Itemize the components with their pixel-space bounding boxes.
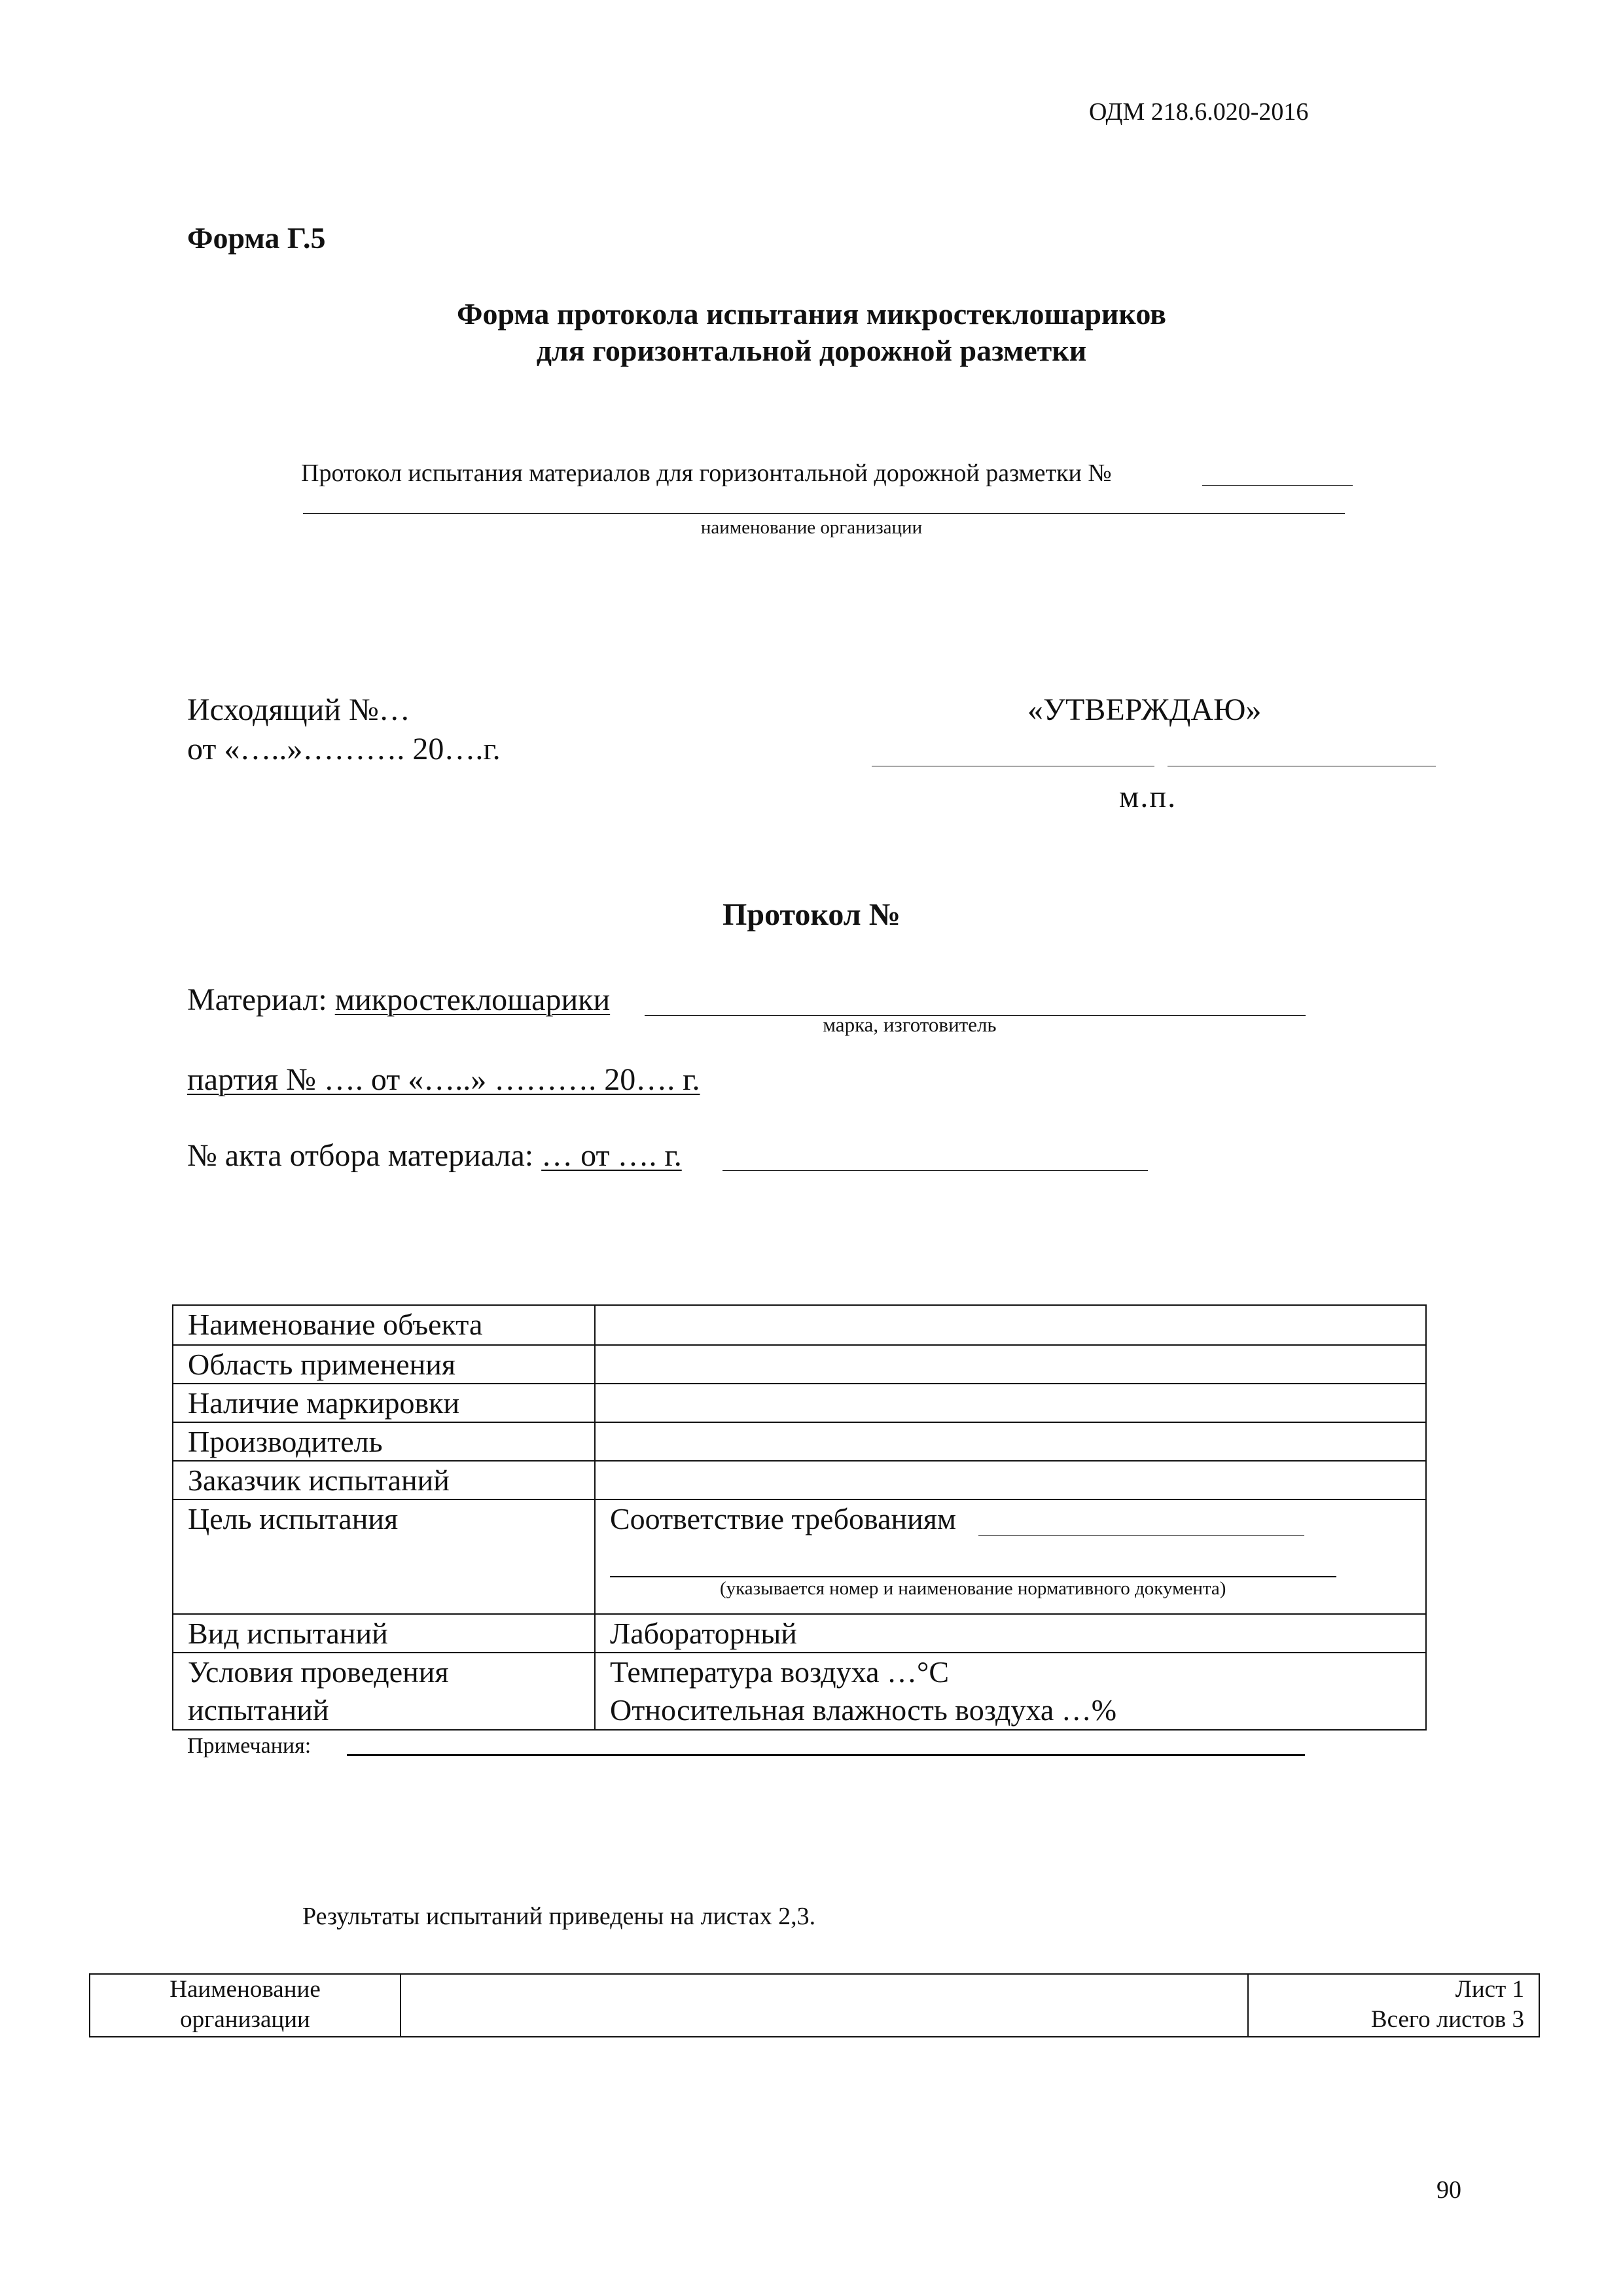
table-row-value: [596, 1346, 1425, 1383]
footer-empty-cell: [401, 1975, 1249, 2036]
protocol-title: Протокол №: [722, 897, 901, 932]
footer-sheet-cell: [1249, 1975, 1539, 2036]
table-row-label: Область применения: [173, 1346, 596, 1383]
table-row: [173, 1383, 1425, 1422]
table-row-label: Заказчик испытаний: [173, 1462, 596, 1499]
seal-place-label: м.п.: [1119, 780, 1177, 814]
table-row-label: Производитель: [173, 1423, 596, 1460]
test-conditions-value: [596, 1653, 1425, 1729]
test-goal-label: Цель испытания: [173, 1500, 596, 1613]
sampling-act-blank: [722, 1170, 1148, 1171]
form-title-line-1: Форма протокола испытания микростеклошариков: [456, 297, 1167, 331]
protocol-number-blank: [1202, 485, 1353, 486]
footer-organization-line-1: Наименование: [169, 1976, 321, 2003]
test-conditions-label: [173, 1653, 596, 1729]
document-code: ОДМ 218.6.020-2016: [1089, 98, 1309, 126]
footer-sheet-number: Лист 1: [1455, 1976, 1524, 2003]
notes-blank: [347, 1754, 1305, 1756]
material-caption: марка, изготовитель: [823, 1013, 997, 1036]
table-row-label: Наличие маркировки: [173, 1384, 596, 1422]
organization-name-blank: [303, 513, 1345, 514]
batch-line: партия № …. от «…..» ………. 20…. г.: [187, 1062, 700, 1097]
test-type-label: Вид испытаний: [173, 1615, 596, 1652]
table-row-test-goal: [173, 1499, 1425, 1613]
notes-label: Примечания:: [187, 1734, 312, 1758]
test-conditions-label-line-1: Условия проведения: [188, 1655, 449, 1689]
footer-total-sheets: Всего листов 3: [1370, 2006, 1524, 2033]
table-row: [173, 1306, 1425, 1344]
protocol-header-line: Протокол испытания материалов для горизонтальной дорожной разметки №: [301, 459, 1112, 487]
normative-document-caption: (указывается номер и наименование нормативного документа): [720, 1578, 1226, 1599]
test-goal-value: Соответствие требованиям: [610, 1502, 956, 1535]
test-info-table: [172, 1304, 1427, 1731]
footer-organization-line-2: организации: [180, 2006, 310, 2033]
material-label: Материал:: [187, 982, 327, 1017]
requirement-blank: [978, 1535, 1304, 1536]
test-type-value: Лабораторный: [610, 1617, 797, 1650]
sampling-act-value: … от …. г.: [541, 1138, 682, 1173]
table-row: [173, 1460, 1425, 1499]
table-row-label: Наименование объекта: [173, 1306, 596, 1344]
air-humidity: Относительная влажность воздуха …%: [610, 1693, 1117, 1727]
form-title: [0, 296, 1623, 369]
table-row-value: [596, 1462, 1425, 1499]
outgoing-number: Исходящий №…: [187, 692, 410, 727]
sheet-footer-table: [89, 1973, 1540, 2037]
table-row: [173, 1422, 1425, 1460]
table-row: [173, 1344, 1425, 1383]
form-label: Форма Г.5: [187, 221, 326, 255]
footer-organization-cell: [90, 1975, 401, 2036]
test-conditions-label-line-2: испытаний: [188, 1693, 329, 1727]
sampling-act-label: № акта отбора материала:: [187, 1138, 534, 1173]
air-temperature: Температура воздуха …°С: [610, 1655, 950, 1689]
outgoing-date: от «…..»………. 20….г.: [187, 732, 501, 766]
organization-name-caption: наименование организации: [700, 517, 923, 538]
table-row-test-type: [173, 1613, 1425, 1652]
approval-stamp-label: «УТВЕРЖДАЮ»: [1027, 692, 1262, 727]
table-row-value: [596, 1423, 1425, 1460]
results-reference: Результаты испытаний приведены на листах 2,3.: [302, 1903, 816, 1930]
material-line: [187, 982, 610, 1018]
test-goal-cell: [596, 1500, 1425, 1613]
table-row-value: [596, 1306, 1425, 1344]
table-row-value: [596, 1384, 1425, 1422]
form-title-line-2: для горизонтальной дорожной разметки: [536, 334, 1087, 367]
material-value: микростеклошарики: [334, 982, 611, 1017]
sampling-act-line: [187, 1138, 682, 1174]
table-row-test-conditions: [173, 1652, 1425, 1729]
page-number: 90: [1436, 2176, 1461, 2204]
